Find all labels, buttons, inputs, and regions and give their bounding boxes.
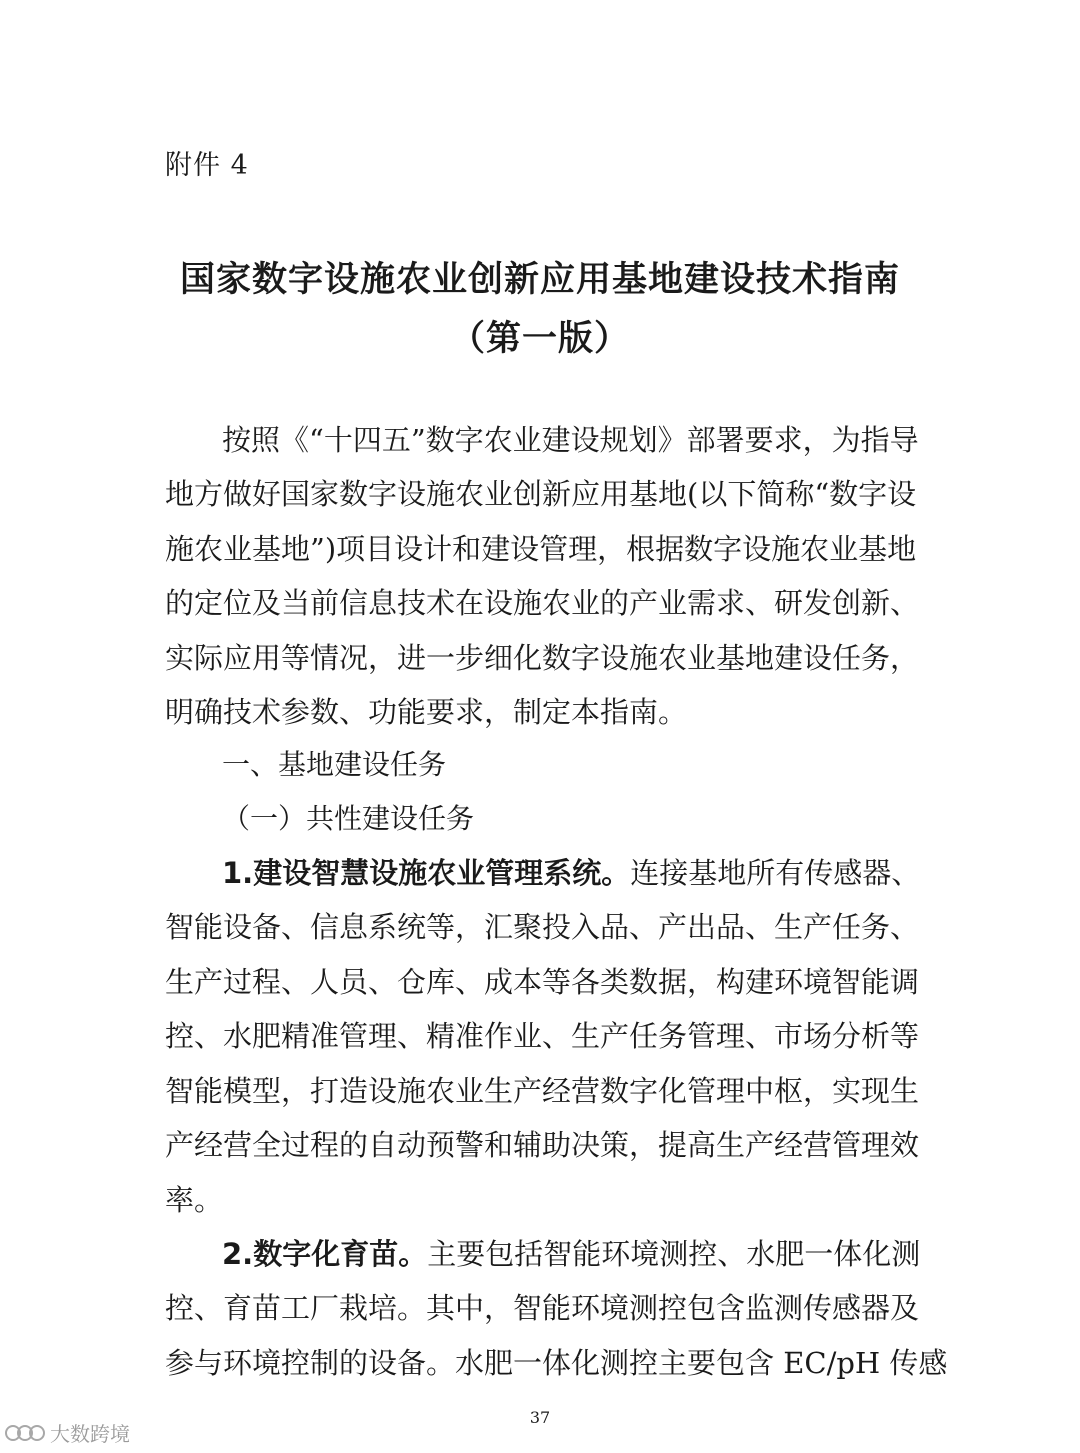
paragraph-line <box>222 853 920 893</box>
watermark <box>4 1418 130 1447</box>
paragraph-line: 智能设备、信息系统等，汇聚投入品、产出品、生产任务、 <box>165 910 920 944</box>
paragraph-line: 明确技术参数、功能要求，制定本指南。 <box>165 695 688 729</box>
page-number: 37 <box>529 1408 551 1427</box>
item-2-title: 2.数字化育苗。 <box>222 1237 428 1271</box>
item-1-title: 1.建设智慧设施农业管理系统。 <box>222 856 631 890</box>
paragraph-line: 控、育苗工厂栽培。其中，智能环境测控包含监测传感器及 <box>165 1291 920 1325</box>
paragraph-line: 地方做好国家数字设施农业创新应用基地(以下简称“数字设 <box>165 477 917 511</box>
watermark-text: 大数跨境 <box>50 1422 130 1446</box>
paragraph-line: 施农业基地”)项目设计和建设管理，根据数字设施农业基地 <box>165 532 917 566</box>
subsection-heading-text: （一）共性建设任务 <box>222 802 475 835</box>
item-1-text: 连接基地所有传感器、 <box>630 856 921 890</box>
paragraph-line: 参与环境控制的设备。水肥一体化测控主要包含 EC/pH 传感 <box>165 1346 948 1380</box>
paragraph-line: 产经营全过程的自动预警和辅助决策，提高生产经营管理效 <box>165 1128 920 1162</box>
paragraph-line: 智能模型，打造设施农业生产经营数字化管理中枢，实现生 <box>165 1074 920 1108</box>
paragraph-line: 生产过程、人员、仓库、成本等各类数据，构建环境智能调 <box>165 965 920 999</box>
paragraph-line: 控、水肥精准管理、精准作业、生产任务管理、市场分析等 <box>165 1019 920 1053</box>
paragraph-line: 的定位及当前信息技术在设施农业的产业需求、研发创新、 <box>165 586 920 620</box>
attachment-label: 附件 4 <box>165 150 249 181</box>
item-2-text: 主要包括智能环境测控、水肥一体化测 <box>427 1237 921 1271</box>
paragraph-line: 实际应用等情况，进一步细化数字设施农业基地建设任务， <box>165 641 920 675</box>
section-heading-text: 一、基地建设任务 <box>222 748 447 781</box>
document-title: 国家数字设施农业创新应用基地建设技术指南 <box>179 260 900 300</box>
dashuju-logo-icon <box>4 1420 46 1446</box>
paragraph-line <box>222 1234 920 1274</box>
paragraph-line: 率。 <box>165 1183 224 1217</box>
document-edition: （第一版） <box>449 319 630 359</box>
paragraph-line: 按照《“十四五”数字农业建设规划》部署要求，为指导 <box>222 423 919 457</box>
